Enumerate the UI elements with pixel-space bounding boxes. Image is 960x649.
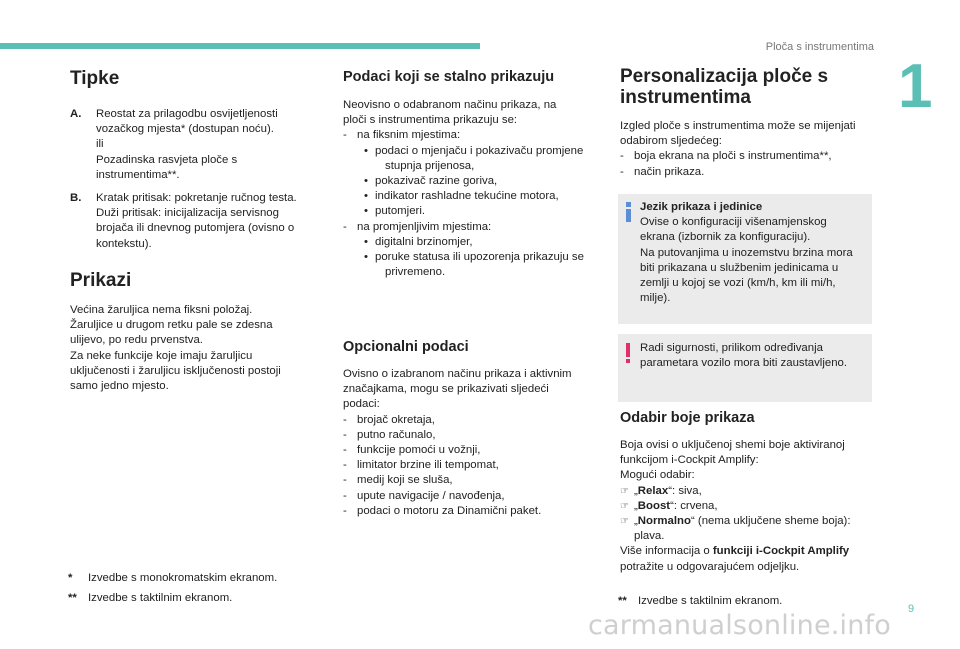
dash-marker: - [343, 459, 347, 472]
prikazi-line: Za neke funkcije koje imaju žaruljicu [70, 349, 253, 362]
prikazi-section [70, 270, 320, 394]
item-a-line: ili [96, 138, 104, 151]
arrow-marker-icon: ☞ [620, 485, 629, 497]
column-3 [620, 66, 880, 180]
info-line: Na putovanjima u inozemstvu brzina mora [640, 246, 853, 259]
option-name: Relax [637, 484, 669, 497]
opcionalni-intro-line: podaci: [343, 398, 380, 411]
bullet-line: indikator rashladne tekućine motora, [375, 190, 559, 203]
warning-line: parametara vozilo mora biti zaustavljeno. [640, 357, 848, 370]
personal-intro-line: Izgled ploče s instrumentima može se mijenjati [620, 120, 856, 132]
option-name: Boost [637, 499, 671, 512]
opcionalni-section [343, 338, 605, 519]
column-2 [343, 68, 603, 86]
bullet-marker: • [364, 144, 368, 157]
option-desc: (nema uključene sheme boja): [694, 515, 851, 528]
bullet-line: poruke statusa ili upozorenja prikazuju se [375, 251, 584, 264]
dash-marker: - [343, 428, 347, 441]
prikazi-heading: Prikazi [70, 270, 132, 291]
prikazi-line: ulijevo, po redu prvenstva. [70, 334, 203, 347]
opcionalni-item: brojač okretaja, [357, 413, 435, 426]
more-info-suffix: potražite u odgovarajućem odjeljku. [620, 560, 800, 573]
bullet-line: pokazivač razine goriva, [375, 175, 498, 188]
opcionalni-item: podaci o motoru za Dinamični paket. [357, 504, 542, 517]
chapter-number: 1 [898, 52, 933, 121]
prikazi-line: uključenosti i žaruljicu isključenosti postoji [70, 364, 281, 377]
item-b-line: Duži pritisak: inicijalizacija servisnog [96, 207, 279, 220]
dash-marker: - [343, 504, 347, 517]
bullet-line: podaci o mjenjaču i pokazivaču promjene [375, 144, 584, 157]
bullet-line: putomjeri. [375, 205, 426, 218]
footnote-mark: ** [618, 595, 627, 607]
item-a-line: Pozadinska rasvjeta ploče s [96, 153, 238, 166]
dash-marker: - [343, 413, 347, 426]
info-title: Jezik prikaza i jedinice [640, 201, 763, 213]
boja-intro-line: Mogući odabir: [620, 469, 695, 482]
bullet-marker: • [364, 251, 368, 264]
footnote-text: Izvedbe s taktilnim ekranom. [88, 592, 233, 605]
tipke-heading: Tipke [70, 68, 120, 89]
stalno-heading: Podaci koji se stalno prikazuju [343, 69, 555, 85]
option-desc: : crvena, [673, 499, 718, 512]
boja-intro-line: Boja ovisi o uključenoj shemi boje aktiviranoj [620, 439, 845, 451]
option-boost: „Boost“: crvena, [634, 499, 718, 512]
opcionalni-item: limitator brzine ili tempomat, [357, 459, 499, 472]
footnote-col3 [618, 594, 878, 609]
personal-heading-line: Personalizacija ploče s [620, 66, 829, 87]
boja-intro-line: funkcijom i-Cockpit Amplify: [620, 454, 759, 467]
arrow-marker-icon: ☞ [620, 516, 629, 528]
warning-icon [623, 343, 633, 365]
opcionalni-item: medij koji se sluša, [357, 474, 453, 487]
dash-marker: - [343, 129, 347, 142]
item-b-line: kontekstu). [96, 237, 152, 250]
arrow-marker-icon: ☞ [620, 500, 629, 512]
opcionalni-heading: Opcionalni podaci [343, 339, 469, 355]
personal-item: način prikaza. [634, 165, 705, 178]
opcionalni-item: upute navigacije / navođenja, [357, 489, 505, 502]
stalno-intro-line: Neovisno o odabranom načinu prikaza, na [343, 99, 557, 111]
section-title: Ploča s instrumentima [765, 41, 874, 53]
footnote-mark: * [68, 572, 73, 584]
bullet-marker: • [364, 190, 368, 203]
dash-marker: - [343, 489, 347, 502]
option-name: Normalno [637, 515, 691, 528]
footnotes-col1 [68, 571, 328, 606]
item-b-mark: B. [70, 192, 82, 204]
personal-item: boja ekrana na ploči s instrumentima**, [634, 150, 832, 163]
more-info-bold: funkciji i-Cockpit Amplify [712, 545, 850, 558]
opcionalni-item: funkcije pomoći u vožnji, [357, 444, 481, 457]
bullet-line: privremeno. [385, 266, 446, 279]
bullet-marker: • [364, 235, 368, 248]
boja-heading: Odabir boje prikaza [620, 410, 755, 426]
option-desc: plava. [634, 530, 665, 543]
prikazi-line: samo jedno mjesto. [70, 380, 169, 393]
info-line: biti prikazana u službenim jedinicama u [640, 261, 839, 274]
footnote-text: Izvedbe s taktilnim ekranom. [638, 595, 783, 607]
stalno-intro-line: ploči s instrumentima prikazuju se: [343, 114, 518, 127]
page-number: 9 [908, 603, 915, 615]
promjenljivi-label: na promjenljivim mjestima: [357, 220, 492, 233]
stalno-section [343, 98, 605, 280]
bullet-line: digitalni brzinomjer, [375, 235, 473, 248]
item-a-line: Reostat za prilagodbu osvijetljenosti [96, 108, 278, 120]
dash-marker: - [343, 220, 347, 233]
option-relax: „Relax“: siva, [634, 484, 702, 497]
dash-marker: - [620, 150, 624, 163]
header-accent-bar [0, 43, 480, 49]
footnote-mark: ** [68, 592, 77, 605]
dash-marker: - [343, 474, 347, 487]
dash-marker: - [620, 165, 624, 178]
item-a-line: instrumentima**. [96, 168, 180, 181]
bullet-marker: • [364, 205, 368, 218]
opcionalni-intro-line: značajkama, mogu se prikazivati sljedeći [343, 383, 549, 396]
item-b-line: brojača ili dnevnog putomjera (ovisno o [96, 222, 295, 235]
info-line: Ovise o konfiguraciji višenamjenskog [640, 216, 827, 229]
info-box [618, 194, 872, 324]
watermark: carmanualsonline.info [588, 610, 891, 641]
item-b [70, 191, 340, 252]
prikazi-line: Većina žaruljica nema fiksni položaj. [70, 304, 253, 316]
bullet-marker: • [364, 175, 368, 188]
option-normalno: „Normalno“ (nema uključene sheme boja): [634, 515, 851, 528]
opcionalni-intro-line: Ovisno o izabranom načinu prikaza i aktivnim [343, 368, 572, 380]
warning-box [618, 334, 872, 402]
info-line: milje). [640, 292, 671, 305]
item-a-mark: A. [70, 108, 82, 120]
dash-marker: - [343, 444, 347, 457]
column-1 [70, 68, 320, 89]
prikazi-line: Žaruljice u drugom retku pale se zdesna [70, 319, 273, 332]
warning-line: Radi sigurnosti, prilikom određivanja [640, 342, 823, 354]
info-line: ekrana (izbornik za konfiguraciju). [640, 231, 811, 244]
personal-heading [620, 66, 880, 108]
opcionalni-item: putno računalo, [357, 428, 436, 441]
more-info-prefix: Više informacija o [620, 545, 713, 558]
bullet-line: stupnja prijenosa, [385, 159, 475, 172]
item-b-line: Kratak pritisak: pokretanje ručnog testa. [96, 192, 297, 204]
option-desc: : siva, [672, 484, 702, 497]
boja-section [620, 409, 882, 575]
fiksni-label: na fiksnim mjestima: [357, 129, 461, 142]
item-a [70, 107, 330, 183]
info-line: zemlji u kojoj se vozi (km/h, km ili mi/h, [640, 277, 836, 290]
footnote-text: Izvedbe s monokromatskim ekranom. [88, 572, 278, 584]
personal-intro-line: odabirom sljedećeg: [620, 135, 722, 148]
personal-heading-line: instrumentima [620, 87, 751, 108]
item-a-line: vozačkog mjesta* (dostupan noću). [96, 123, 274, 136]
more-info-line [620, 544, 882, 559]
info-icon [622, 202, 636, 220]
